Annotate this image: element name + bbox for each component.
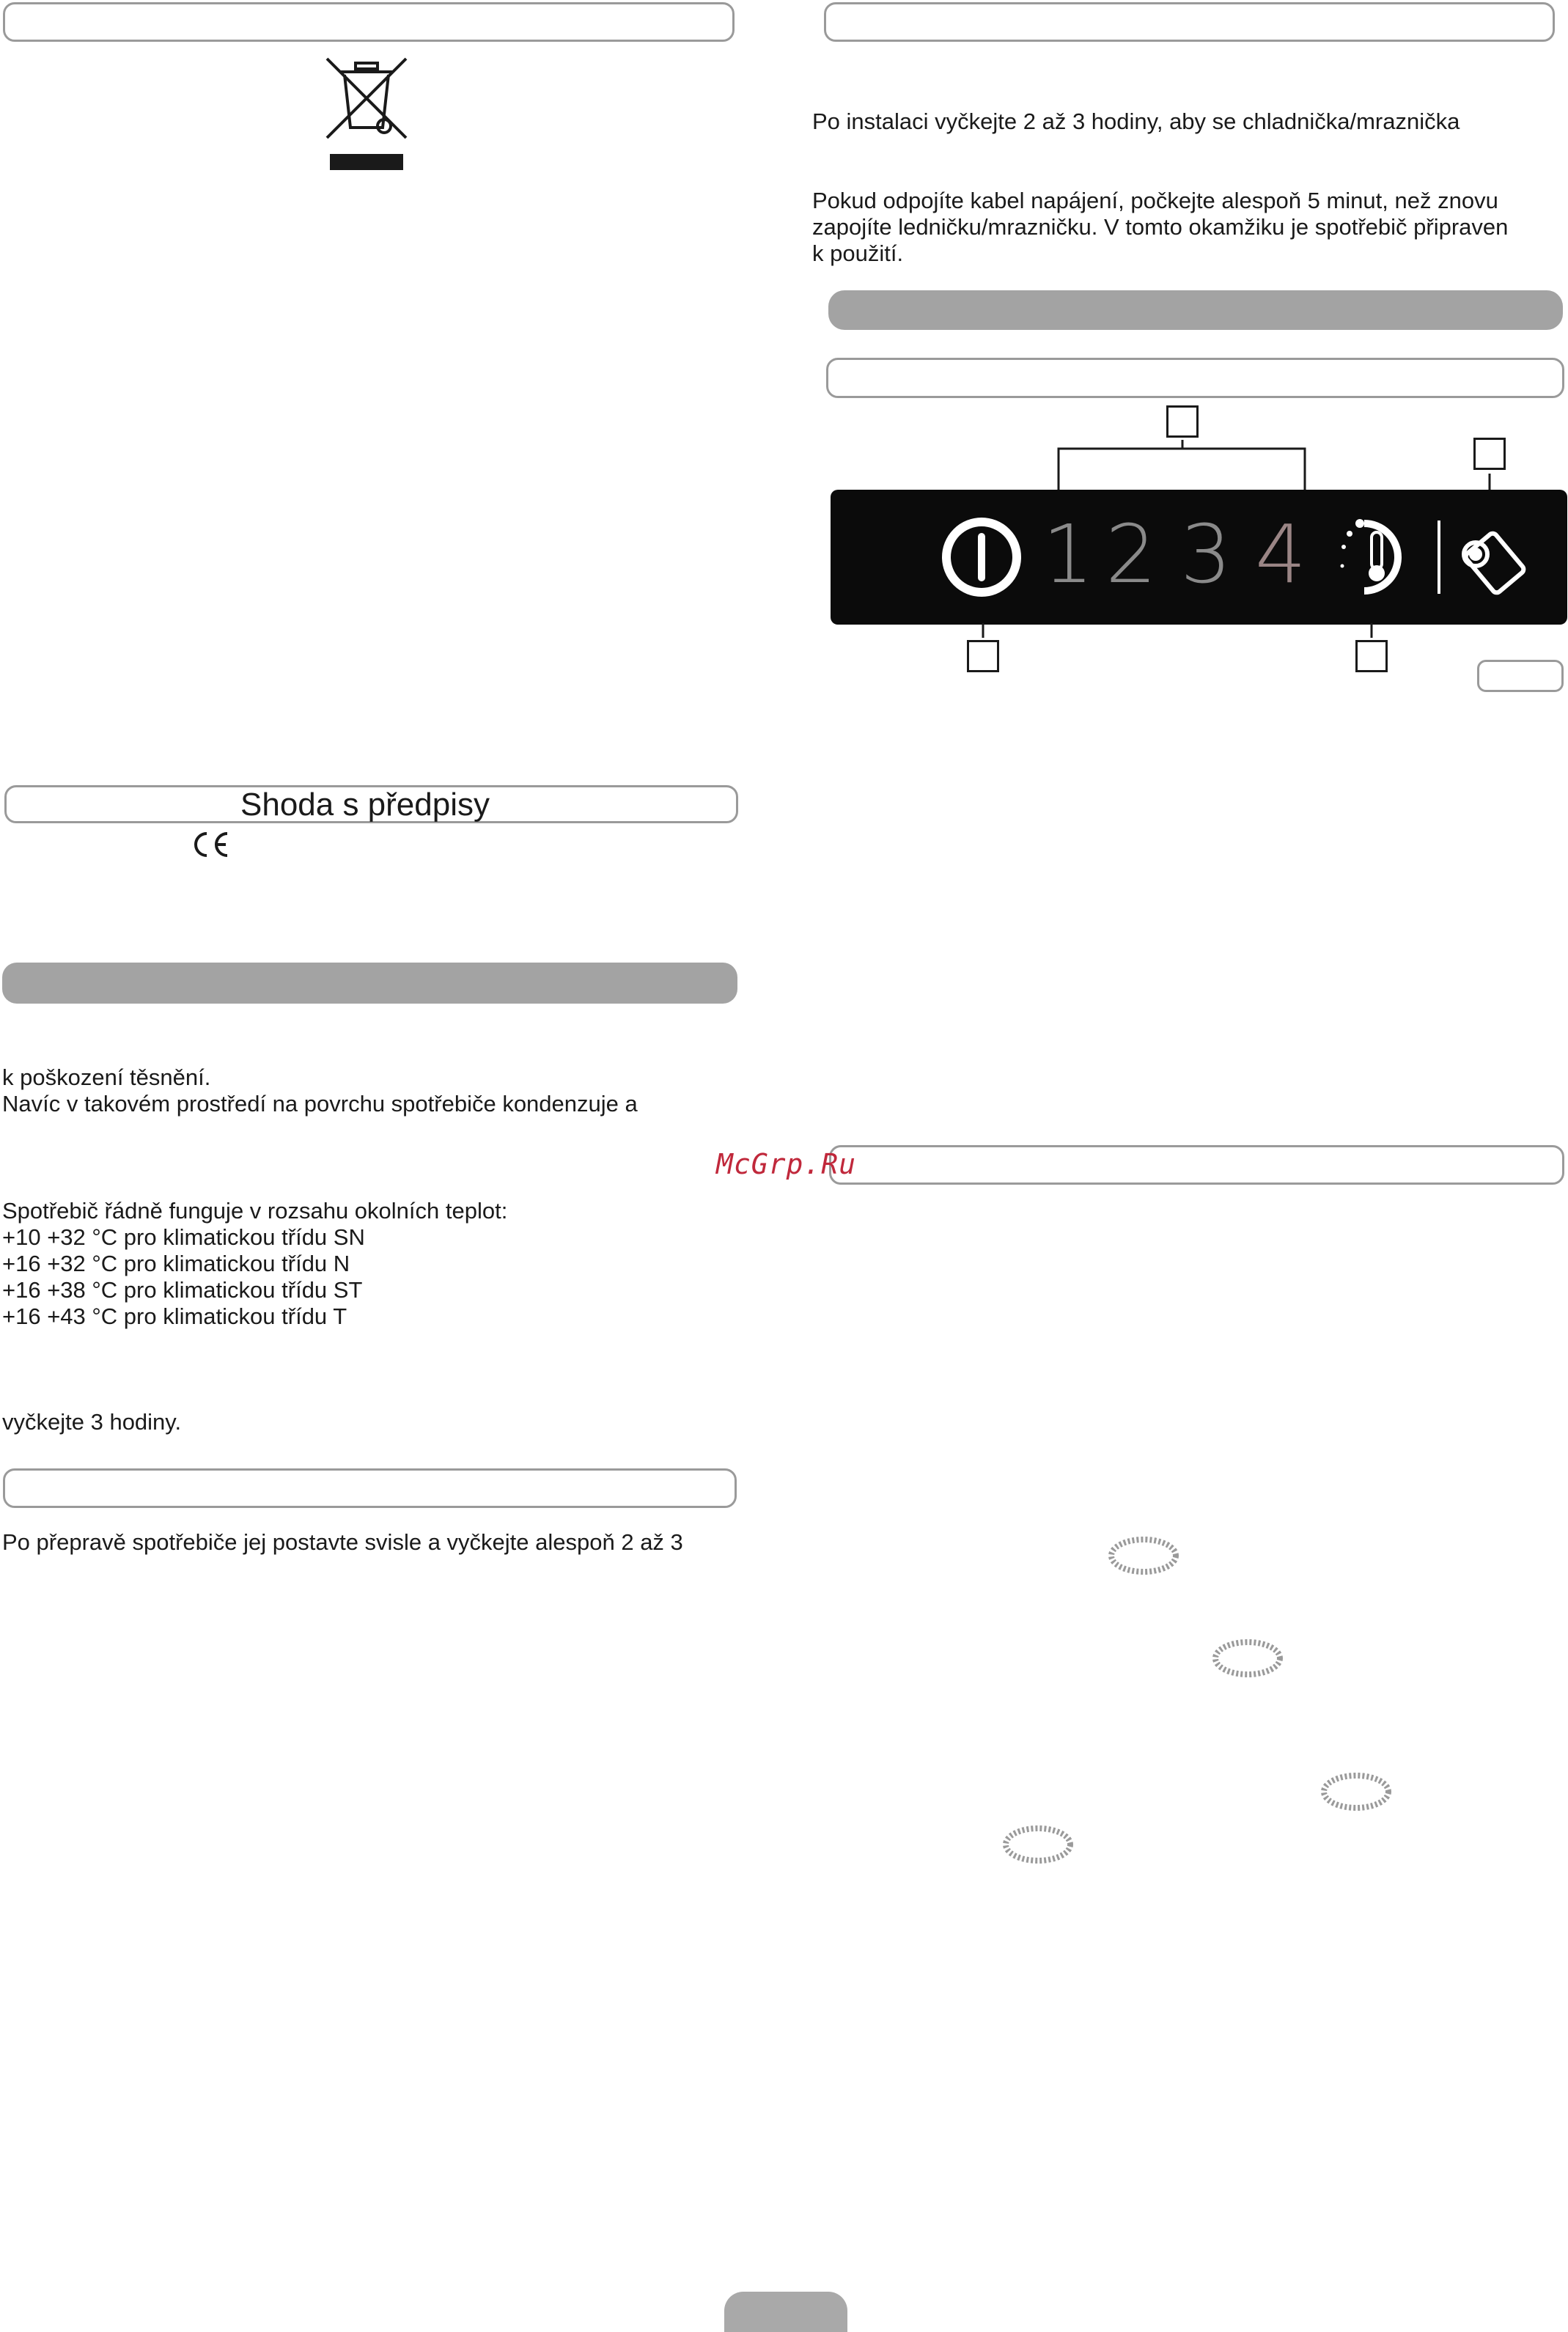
digit-4: 4: [1255, 507, 1306, 601]
touch-lock-icon: [1464, 531, 1525, 595]
watermark: McGrp.Ru: [716, 1148, 857, 1180]
figure-label-box: [1477, 660, 1564, 692]
temp-class-sn: +10 +32 °C pro klimatickou třídu SN: [2, 1224, 365, 1250]
gear-seal-icon: [1210, 1636, 1286, 1680]
callout-box-bottom-left: [967, 640, 999, 672]
temp-class-n: +16 +32 °C pro klimatickou třídu N: [2, 1251, 350, 1276]
digit-1: 1: [1042, 507, 1094, 601]
gray-section-bar-right: [828, 290, 1563, 330]
digit-3: 3: [1180, 507, 1232, 601]
transport-text: Po přepravě spotřebiče jej postavte svisle a vyčkejte alespoň 2 až 3: [2, 1529, 683, 1555]
para-seal: k poškození těsnění.: [2, 1064, 211, 1090]
unplug-line-2: zapojíte ledničku/mrazničku. V tomto okamžiku je spotřebič připraven: [812, 214, 1509, 240]
transport-title-box: [3, 1468, 737, 1508]
unplug-line-3: k použití.: [812, 240, 904, 266]
install-wait-text: Po instalaci vyčkejte 2 až 3 hodiny, aby se chladnička/mraznička: [812, 108, 1460, 134]
right-header-box: [824, 2, 1555, 42]
callout-box-top-right: [1473, 438, 1506, 470]
temperature-icon: [1341, 519, 1399, 591]
temps-intro: Spotřebič řádně funguje v rozsahu okolních teplot:: [2, 1198, 508, 1224]
callout-lines-bottom: [953, 623, 1393, 638]
weee-bin-icon: [323, 56, 411, 173]
section-header-box: [3, 2, 735, 42]
digit-2: 2: [1105, 507, 1157, 601]
conformity-title: Shoda s předpisy: [240, 787, 490, 823]
wait-3-hours: vyčkejte 3 hodiny.: [2, 1409, 182, 1435]
power-icon: [946, 522, 1017, 592]
gear-seal-icon: [1105, 1534, 1182, 1578]
control-panel-title-box: [826, 358, 1564, 398]
callout-lines-top: [1041, 402, 1510, 491]
unplug-line-1: Pokud odpojíte kabel napájení, počkejte alespoň 5 minut, než znovu: [812, 188, 1498, 213]
callout-box-top-center: [1166, 405, 1199, 438]
page-number-tab: [724, 2292, 847, 2332]
para-condense: Navíc v takovém prostředí na povrchu spotřebiče kondenzuje a: [2, 1091, 638, 1117]
gray-section-bar-left: [2, 963, 737, 1004]
gear-seal-icon: [1318, 1770, 1394, 1814]
gear-seal-icon: [1000, 1822, 1076, 1866]
temp-class-t: +16 +43 °C pro klimatickou třídu T: [2, 1303, 347, 1329]
ce-mark: [191, 830, 232, 859]
temp-class-st: +16 +38 °C pro klimatickou třídu ST: [2, 1277, 363, 1303]
callout-box-bottom-right: [1355, 640, 1388, 672]
right-lower-title-box: [829, 1145, 1564, 1185]
